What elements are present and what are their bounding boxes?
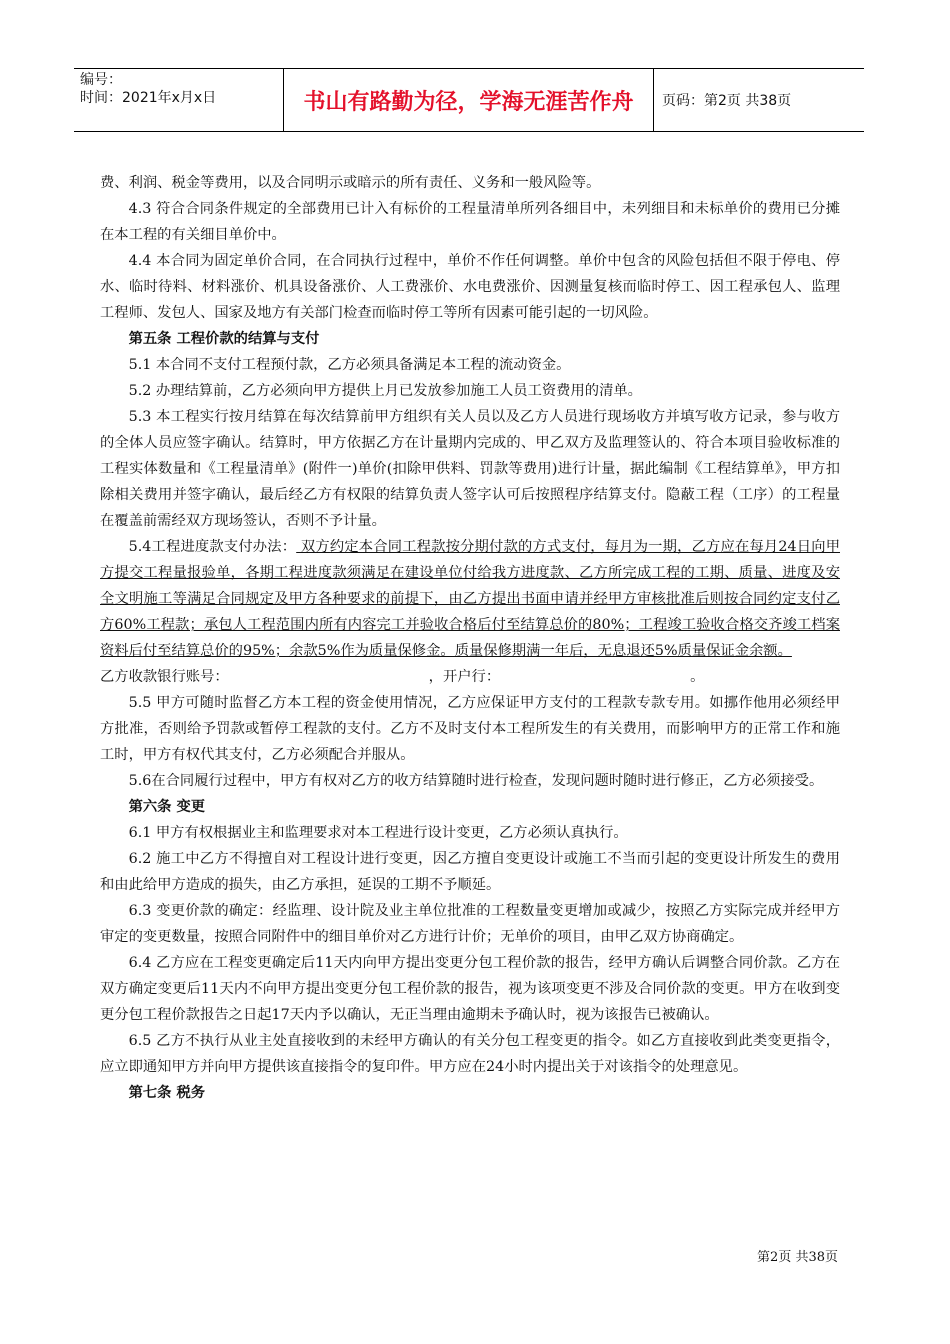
clause-6-1: 6.1 甲方有权根据业主和监理要求对本工程进行设计变更，乙方必须认真执行。 [128,825,628,841]
document-body [100,170,840,1106]
section-5-heading: 第五条 工程价款的结算与支付 [128,331,320,347]
clause-6-5: 6.5 乙方不执行从业主处直接收到的未经甲方确认的有关分包工程变更的指令。如乙方直接收到此类变更指令，应立即通知甲方并向甲方提供该直接指令的复印件。甲方应在24小时内提出关于对该指令的处理意见。 [100,1033,840,1075]
header-motto: 书山有路勤为径，学海无涯苦作舟 [284,69,654,131]
document-date-label: 时间：2021年x月x日 [80,90,217,106]
paragraph-continuation: 费、利润、税金等费用，以及合同明示或暗示的所有责任、义务和一般风险等。 [100,175,601,191]
document-number-label: 编号： [80,72,122,88]
clause-5-2: 5.2 办理结算前，乙方必须向甲方提供上月已发放参加施工人员工资费用的清单。 [128,383,642,399]
clause-6-2: 6.2 施工中乙方不得擅自对工程设计进行变更，因乙方擅自变更设计或施工不当而引起的变更设计所发生的费用和由此给甲方造成的损失，由乙方承担，延误的工期不予顺延。 [100,851,840,893]
bank-account-label: 乙方收款银行账号： [100,669,229,685]
bank-name-label: ，开户行： [428,669,501,685]
clause-4-3: 4.3 符合合同条件规定的全部费用已计入有标价的工程量清单所列各细目中，未列细目和未标单价的费用已分摊在本工程的有关细目单价中。 [100,201,840,243]
section-6-heading: 第六条 变更 [128,799,206,815]
clause-5-3: 5.3 本工程实行按月结算在每次结算前甲方组织有关人员以及乙方人员进行现场收方并填写收方记录，参与收方的全体人员应签字确认。结算时，甲方依据乙方在计量期内完成的、甲乙双方及监理签认的、符合本项目验收标准的工程实体数量和《工程量清单》(附件一)单价(扣除甲供料、罚款等费用)进行计量，据此编制《工程结算单》，甲方扣除相关费用并签字确认，最后经乙方有权限的结算负责人签字认可后按照程序结算支付。隐蔽工程（工序）的工程量在覆盖前需经双方现场签认，否则不予计量。 [100,409,840,529]
page-header [74,68,864,132]
clause-5-1: 5.1 本合同不支付工程预付款，乙方必须具备满足本工程的流动资金。 [128,357,571,373]
clause-5-5: 5.5 甲方可随时监督乙方本工程的资金使用情况，乙方应保证甲方支付的工程款专款专用。如挪作他用必须经甲方批准，否则给予罚款或暂停工程款的支付。乙方不及时支付本工程所发生的有关费用，而影响甲方的正常工作和施工时，甲方有权代其支付，乙方必须配合并服从。 [100,695,840,763]
clause-5-4-lead: 5.4工程进度款支付办法： [128,539,297,555]
header-left-cell [74,69,284,131]
clause-5-6: 5.6在合同履行过程中，甲方有权对乙方的收方结算随时进行检查，发现问题时随时进行修正，乙方必须接受。 [128,773,824,789]
clause-6-4: 6.4 乙方应在工程变更确定后11天内向甲方提出变更分包工程价款的报告，经甲方确认后调整合同价款。乙方在双方确定变更后11天内不向甲方提出变更分包工程价款的报告，视为该项变更不涉及合同价款的变更。甲方在收到变更分包工程价款报告之日起17天内予以确认，无正当理由逾期未予确认时，视为该报告已被确认。 [100,955,840,1023]
section-7-heading: 第七条 税务 [128,1085,206,1101]
clause-6-3: 6.3 变更价款的确定：经监理、设计院及业主单位批准的工程数量变更增加或减少，按照乙方实际完成并经甲方审定的变更数量，按照合同附件中的细目单价对乙方进行计价；无单价的项目，由甲乙双方协商确定。 [100,903,840,945]
clause-5-4 [100,534,840,664]
page-footer-number: 第2页 共38页 [757,1250,838,1265]
clause-5-4-body: 双方约定本合同工程款按分期付款的方式支付，每月为一期，乙方应在每月24日向甲方提交工程量报验单，各期工程进度款须满足在建设单位付给我方进度款、乙方所完成工程的工期、质量、进度及安全文明施工等满足合同规定及甲方各种要求的前提下，由乙方提出书面申请并经甲方审核批准后则按合同约定支付乙方60%工程款；承包人工程范围内所有内容完工并验收合格后付至结算总价的80%；工程竣工验收合格交齐竣工档案资料后付至结算总价的95%；余款5%作为质量保修金。质量保修期满一年后，无息退还5%质量保证金余额。 [100,539,840,659]
bank-line-end: 。 [690,669,705,685]
bank-account-line [100,664,840,690]
header-page-info: 页码：第2页 共38页 [662,93,792,109]
clause-4-4: 4.4 本合同为固定单价合同，在合同执行过程中，单价不作任何调整。单价中包含的风险包括但不限于停电、停水、临时待料、材料涨价、机具设备涨价、人工费涨价、水电费涨价、因测量复核而临时停工、因工程承包人、监理工程师、发包人、国家及地方有关部门检查而临时停工等所有因素可能引起的一切风险。 [100,253,840,321]
